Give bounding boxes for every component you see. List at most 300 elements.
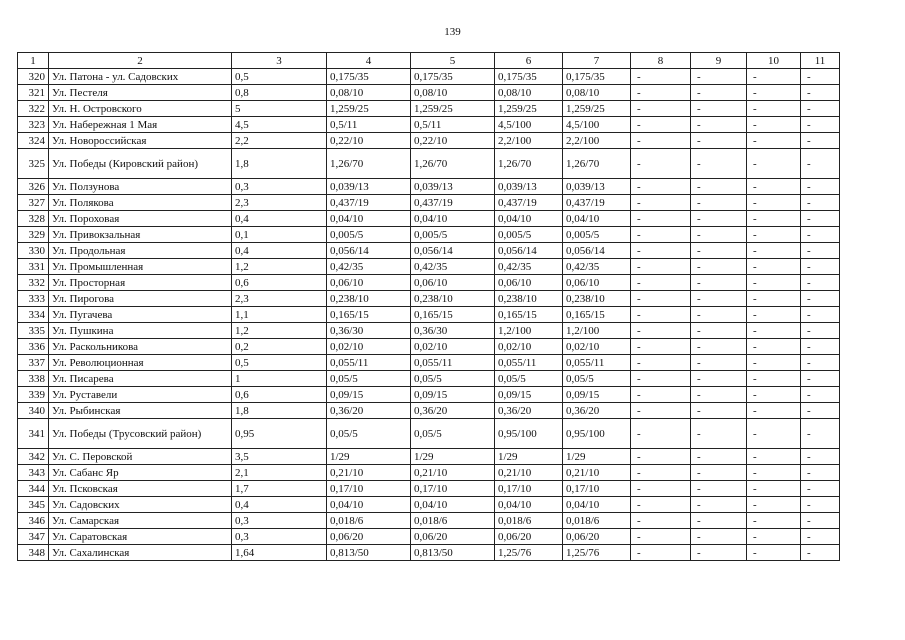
empty-value-cell: -	[747, 195, 801, 211]
column-header: 10	[747, 53, 801, 69]
value-cell: 4,5/100	[495, 117, 563, 133]
value-cell: 0,005/5	[327, 227, 411, 243]
empty-value-cell: -	[801, 387, 840, 403]
street-name-cell: Ул. Раскольникова	[49, 339, 232, 355]
value-cell: 0,05/5	[411, 419, 495, 449]
value-cell: 0,039/13	[563, 179, 631, 195]
value-cell: 1/29	[327, 449, 411, 465]
row-number-cell: 337	[18, 355, 49, 371]
value-cell: 1/29	[411, 449, 495, 465]
empty-value-cell: -	[691, 529, 747, 545]
value-cell: 0,08/10	[327, 85, 411, 101]
row-number-cell: 346	[18, 513, 49, 529]
value-cell: 0,36/20	[563, 403, 631, 419]
street-name-cell: Ул. Ползунова	[49, 179, 232, 195]
table-row	[18, 179, 840, 195]
empty-value-cell: -	[801, 275, 840, 291]
empty-value-cell: -	[801, 449, 840, 465]
table-row	[18, 117, 840, 133]
value-cell: 0,175/35	[563, 69, 631, 85]
value-cell: 0,36/30	[327, 323, 411, 339]
street-name-cell: Ул. Пестеля	[49, 85, 232, 101]
empty-value-cell: -	[631, 211, 691, 227]
empty-value-cell: -	[631, 323, 691, 339]
column-header: 1	[18, 53, 49, 69]
empty-value-cell: -	[801, 339, 840, 355]
value-cell: 0,05/5	[327, 371, 411, 387]
empty-value-cell: -	[691, 419, 747, 449]
empty-value-cell: -	[747, 307, 801, 323]
street-name-cell: Ул. Привокзальная	[49, 227, 232, 243]
value-cell: 0,8	[232, 85, 327, 101]
empty-value-cell: -	[691, 101, 747, 117]
value-cell: 0,06/20	[495, 529, 563, 545]
value-cell: 1,2/100	[563, 323, 631, 339]
value-cell: 1,8	[232, 403, 327, 419]
empty-value-cell: -	[691, 149, 747, 179]
empty-value-cell: -	[801, 291, 840, 307]
empty-value-cell: -	[747, 339, 801, 355]
value-cell: 0,3	[232, 529, 327, 545]
empty-value-cell: -	[747, 259, 801, 275]
value-cell: 1,25/76	[563, 545, 631, 561]
value-cell: 0,06/10	[563, 275, 631, 291]
street-name-cell: Ул. Псковская	[49, 481, 232, 497]
value-cell: 0,05/5	[327, 419, 411, 449]
empty-value-cell: -	[801, 323, 840, 339]
empty-value-cell: -	[631, 449, 691, 465]
street-name-cell: Ул. Пугачева	[49, 307, 232, 323]
value-cell: 0,17/10	[563, 481, 631, 497]
empty-value-cell: -	[801, 481, 840, 497]
value-cell: 1,26/70	[495, 149, 563, 179]
empty-value-cell: -	[631, 419, 691, 449]
row-number-cell: 334	[18, 307, 49, 323]
value-cell: 0,5/11	[327, 117, 411, 133]
value-cell: 1/29	[495, 449, 563, 465]
value-cell: 0,238/10	[563, 291, 631, 307]
value-cell: 0,018/6	[411, 513, 495, 529]
empty-value-cell: -	[801, 101, 840, 117]
value-cell: 0,813/50	[411, 545, 495, 561]
street-name-cell: Ул. Рыбинская	[49, 403, 232, 419]
column-header: 7	[563, 53, 631, 69]
table-row	[18, 195, 840, 211]
value-cell: 0,5	[232, 69, 327, 85]
empty-value-cell: -	[691, 211, 747, 227]
value-cell: 1,7	[232, 481, 327, 497]
value-cell: 0,17/10	[411, 481, 495, 497]
table-row	[18, 465, 840, 481]
empty-value-cell: -	[801, 85, 840, 101]
value-cell: 0,36/20	[495, 403, 563, 419]
column-header: 8	[631, 53, 691, 69]
value-cell: 0,06/10	[495, 275, 563, 291]
empty-value-cell: -	[801, 259, 840, 275]
empty-value-cell: -	[801, 465, 840, 481]
row-number-cell: 332	[18, 275, 49, 291]
value-cell: 0,08/10	[411, 85, 495, 101]
street-name-cell: Ул. Пушкина	[49, 323, 232, 339]
value-cell: 2,2/100	[563, 133, 631, 149]
empty-value-cell: -	[691, 465, 747, 481]
value-cell: 1,2	[232, 259, 327, 275]
empty-value-cell: -	[691, 195, 747, 211]
row-number-cell: 338	[18, 371, 49, 387]
value-cell: 0,1	[232, 227, 327, 243]
value-cell: 0,005/5	[563, 227, 631, 243]
value-cell: 3,5	[232, 449, 327, 465]
street-name-cell: Ул. Новороссийская	[49, 133, 232, 149]
column-header: 3	[232, 53, 327, 69]
value-cell: 0,95/100	[563, 419, 631, 449]
row-number-cell: 327	[18, 195, 49, 211]
empty-value-cell: -	[691, 133, 747, 149]
value-cell: 0,36/20	[411, 403, 495, 419]
empty-value-cell: -	[631, 195, 691, 211]
row-number-cell: 340	[18, 403, 49, 419]
value-cell: 0,238/10	[327, 291, 411, 307]
value-cell: 0,04/10	[411, 211, 495, 227]
street-name-cell: Ул. Пороховая	[49, 211, 232, 227]
value-cell: 0,055/11	[411, 355, 495, 371]
empty-value-cell: -	[631, 259, 691, 275]
value-cell: 0,055/11	[563, 355, 631, 371]
row-number-cell: 329	[18, 227, 49, 243]
empty-value-cell: -	[747, 179, 801, 195]
value-cell: 4,5	[232, 117, 327, 133]
value-cell: 0,3	[232, 513, 327, 529]
table-row	[18, 403, 840, 419]
value-cell: 0,056/14	[563, 243, 631, 259]
value-cell: 1,26/70	[327, 149, 411, 179]
empty-value-cell: -	[747, 387, 801, 403]
value-cell: 0,04/10	[563, 497, 631, 513]
value-cell: 0,21/10	[563, 465, 631, 481]
value-cell: 0,08/10	[495, 85, 563, 101]
empty-value-cell: -	[801, 355, 840, 371]
value-cell: 0,5	[232, 355, 327, 371]
street-name-cell: Ул. Победы (Кировский район)	[49, 149, 232, 179]
empty-value-cell: -	[801, 69, 840, 85]
table-row	[18, 513, 840, 529]
value-cell: 0,055/11	[495, 355, 563, 371]
value-cell: 0,165/15	[495, 307, 563, 323]
page-number: 139	[444, 26, 461, 38]
table-row	[18, 481, 840, 497]
street-data-table	[17, 52, 840, 561]
empty-value-cell: -	[747, 85, 801, 101]
table-row	[18, 355, 840, 371]
empty-value-cell: -	[747, 529, 801, 545]
value-cell: 1	[232, 371, 327, 387]
street-name-cell: Ул. Победы (Трусовский район)	[49, 419, 232, 449]
value-cell: 0,02/10	[563, 339, 631, 355]
value-cell: 0,3	[232, 179, 327, 195]
empty-value-cell: -	[631, 465, 691, 481]
empty-value-cell: -	[691, 243, 747, 259]
value-cell: 0,05/5	[495, 371, 563, 387]
value-cell: 0,04/10	[495, 497, 563, 513]
value-cell: 0,4	[232, 211, 327, 227]
value-cell: 0,06/10	[411, 275, 495, 291]
empty-value-cell: -	[631, 497, 691, 513]
row-number-cell: 341	[18, 419, 49, 449]
value-cell: 0,039/13	[327, 179, 411, 195]
value-cell: 1,259/25	[411, 101, 495, 117]
value-cell: 1,259/25	[495, 101, 563, 117]
row-number-cell: 342	[18, 449, 49, 465]
empty-value-cell: -	[801, 307, 840, 323]
value-cell: 2,2	[232, 133, 327, 149]
empty-value-cell: -	[801, 179, 840, 195]
empty-value-cell: -	[747, 117, 801, 133]
column-header: 2	[49, 53, 232, 69]
table-row	[18, 339, 840, 355]
value-cell: 0,05/5	[563, 371, 631, 387]
table-row	[18, 419, 840, 449]
row-number-cell: 345	[18, 497, 49, 513]
value-cell: 0,039/13	[411, 179, 495, 195]
empty-value-cell: -	[747, 101, 801, 117]
empty-value-cell: -	[631, 227, 691, 243]
empty-value-cell: -	[747, 371, 801, 387]
value-cell: 0,018/6	[563, 513, 631, 529]
street-name-cell: Ул. Промышленная	[49, 259, 232, 275]
row-number-cell: 330	[18, 243, 49, 259]
value-cell: 0,05/5	[411, 371, 495, 387]
empty-value-cell: -	[747, 133, 801, 149]
empty-value-cell: -	[631, 307, 691, 323]
street-name-cell: Ул. Н. Островского	[49, 101, 232, 117]
value-cell: 0,2	[232, 339, 327, 355]
table-row	[18, 227, 840, 243]
empty-value-cell: -	[631, 101, 691, 117]
value-cell: 1,2	[232, 323, 327, 339]
empty-value-cell: -	[691, 179, 747, 195]
empty-value-cell: -	[691, 69, 747, 85]
empty-value-cell: -	[631, 339, 691, 355]
value-cell: 0,04/10	[495, 211, 563, 227]
empty-value-cell: -	[691, 323, 747, 339]
empty-value-cell: -	[691, 449, 747, 465]
table-row	[18, 529, 840, 545]
value-cell: 1,26/70	[411, 149, 495, 179]
street-name-cell: Ул. Патона - ул. Садовских	[49, 69, 232, 85]
value-cell: 0,95	[232, 419, 327, 449]
column-header: 6	[495, 53, 563, 69]
row-number-cell: 328	[18, 211, 49, 227]
table-row	[18, 259, 840, 275]
value-cell: 1,64	[232, 545, 327, 561]
value-cell: 1,26/70	[563, 149, 631, 179]
table-row	[18, 101, 840, 117]
empty-value-cell: -	[801, 195, 840, 211]
empty-value-cell: -	[691, 117, 747, 133]
empty-value-cell: -	[747, 403, 801, 419]
value-cell: 0,055/11	[327, 355, 411, 371]
street-name-cell: Ул. Самарская	[49, 513, 232, 529]
value-cell: 0,018/6	[495, 513, 563, 529]
header-row	[18, 53, 840, 69]
empty-value-cell: -	[747, 513, 801, 529]
value-cell: 0,813/50	[327, 545, 411, 561]
value-cell: 0,06/20	[327, 529, 411, 545]
empty-value-cell: -	[747, 69, 801, 85]
value-cell: 0,04/10	[327, 497, 411, 513]
value-cell: 0,437/19	[327, 195, 411, 211]
column-header: 4	[327, 53, 411, 69]
empty-value-cell: -	[801, 497, 840, 513]
value-cell: 0,17/10	[495, 481, 563, 497]
row-number-cell: 321	[18, 85, 49, 101]
street-name-cell: Ул. Сахалинская	[49, 545, 232, 561]
value-cell: 0,36/20	[327, 403, 411, 419]
street-name-cell: Ул. Писарева	[49, 371, 232, 387]
empty-value-cell: -	[801, 513, 840, 529]
value-cell: 0,04/10	[327, 211, 411, 227]
value-cell: 0,4	[232, 497, 327, 513]
street-name-cell: Ул. Саратовская	[49, 529, 232, 545]
empty-value-cell: -	[691, 513, 747, 529]
value-cell: 0,165/15	[327, 307, 411, 323]
empty-value-cell: -	[801, 227, 840, 243]
empty-value-cell: -	[631, 371, 691, 387]
row-number-cell: 325	[18, 149, 49, 179]
table-row	[18, 275, 840, 291]
empty-value-cell: -	[801, 545, 840, 561]
row-number-cell: 331	[18, 259, 49, 275]
street-name-cell: Ул. Руставели	[49, 387, 232, 403]
value-cell: 0,36/30	[411, 323, 495, 339]
empty-value-cell: -	[631, 403, 691, 419]
table-row	[18, 545, 840, 561]
value-cell: 0,04/10	[563, 211, 631, 227]
empty-value-cell: -	[691, 497, 747, 513]
empty-value-cell: -	[631, 243, 691, 259]
table-row	[18, 449, 840, 465]
street-name-cell: Ул. С. Перовской	[49, 449, 232, 465]
table-row	[18, 211, 840, 227]
empty-value-cell: -	[747, 419, 801, 449]
empty-value-cell: -	[691, 403, 747, 419]
row-number-cell: 324	[18, 133, 49, 149]
value-cell: 0,5/11	[411, 117, 495, 133]
table-row	[18, 497, 840, 513]
empty-value-cell: -	[747, 449, 801, 465]
row-number-cell: 344	[18, 481, 49, 497]
empty-value-cell: -	[747, 275, 801, 291]
empty-value-cell: -	[691, 227, 747, 243]
empty-value-cell: -	[691, 371, 747, 387]
street-name-cell: Ул. Полякова	[49, 195, 232, 211]
empty-value-cell: -	[747, 291, 801, 307]
value-cell: 0,437/19	[411, 195, 495, 211]
value-cell: 0,005/5	[411, 227, 495, 243]
value-cell: 2,3	[232, 291, 327, 307]
value-cell: 0,056/14	[411, 243, 495, 259]
column-header: 11	[801, 53, 840, 69]
empty-value-cell: -	[747, 323, 801, 339]
empty-value-cell: -	[691, 291, 747, 307]
empty-value-cell: -	[747, 149, 801, 179]
value-cell: 0,21/10	[327, 465, 411, 481]
value-cell: 0,06/20	[411, 529, 495, 545]
street-name-cell: Ул. Просторная	[49, 275, 232, 291]
value-cell: 1,259/25	[327, 101, 411, 117]
value-cell: 0,09/15	[563, 387, 631, 403]
empty-value-cell: -	[631, 85, 691, 101]
value-cell: 0,4	[232, 243, 327, 259]
row-number-cell: 336	[18, 339, 49, 355]
empty-value-cell: -	[747, 355, 801, 371]
empty-value-cell: -	[691, 259, 747, 275]
value-cell: 0,21/10	[411, 465, 495, 481]
empty-value-cell: -	[631, 149, 691, 179]
empty-value-cell: -	[801, 211, 840, 227]
value-cell: 0,21/10	[495, 465, 563, 481]
empty-value-cell: -	[631, 355, 691, 371]
value-cell: 0,06/20	[563, 529, 631, 545]
value-cell: 0,42/35	[327, 259, 411, 275]
value-cell: 0,175/35	[495, 69, 563, 85]
empty-value-cell: -	[801, 117, 840, 133]
empty-value-cell: -	[801, 149, 840, 179]
table-row	[18, 69, 840, 85]
value-cell: 0,22/10	[327, 133, 411, 149]
value-cell: 2,1	[232, 465, 327, 481]
value-cell: 0,22/10	[411, 133, 495, 149]
value-cell: 0,42/35	[411, 259, 495, 275]
empty-value-cell: -	[631, 117, 691, 133]
value-cell: 5	[232, 101, 327, 117]
empty-value-cell: -	[691, 355, 747, 371]
empty-value-cell: -	[747, 497, 801, 513]
empty-value-cell: -	[631, 133, 691, 149]
value-cell: 0,08/10	[563, 85, 631, 101]
empty-value-cell: -	[691, 387, 747, 403]
street-name-cell: Ул. Садовских	[49, 497, 232, 513]
table-row	[18, 323, 840, 339]
row-number-cell: 348	[18, 545, 49, 561]
value-cell: 0,02/10	[411, 339, 495, 355]
value-cell: 0,09/15	[495, 387, 563, 403]
value-cell: 0,04/10	[411, 497, 495, 513]
table-row	[18, 243, 840, 259]
value-cell: 0,06/10	[327, 275, 411, 291]
value-cell: 0,6	[232, 387, 327, 403]
value-cell: 0,42/35	[495, 259, 563, 275]
column-header: 5	[411, 53, 495, 69]
street-name-cell: Ул. Продольная	[49, 243, 232, 259]
table-row	[18, 149, 840, 179]
row-number-cell: 335	[18, 323, 49, 339]
empty-value-cell: -	[631, 291, 691, 307]
value-cell: 0,165/15	[411, 307, 495, 323]
empty-value-cell: -	[631, 387, 691, 403]
value-cell: 1,25/76	[495, 545, 563, 561]
empty-value-cell: -	[631, 481, 691, 497]
value-cell: 0,238/10	[495, 291, 563, 307]
empty-value-cell: -	[631, 69, 691, 85]
empty-value-cell: -	[631, 545, 691, 561]
table-row	[18, 307, 840, 323]
empty-value-cell: -	[801, 133, 840, 149]
empty-value-cell: -	[747, 227, 801, 243]
value-cell: 0,165/15	[563, 307, 631, 323]
value-cell: 0,238/10	[411, 291, 495, 307]
value-cell: 0,09/15	[327, 387, 411, 403]
